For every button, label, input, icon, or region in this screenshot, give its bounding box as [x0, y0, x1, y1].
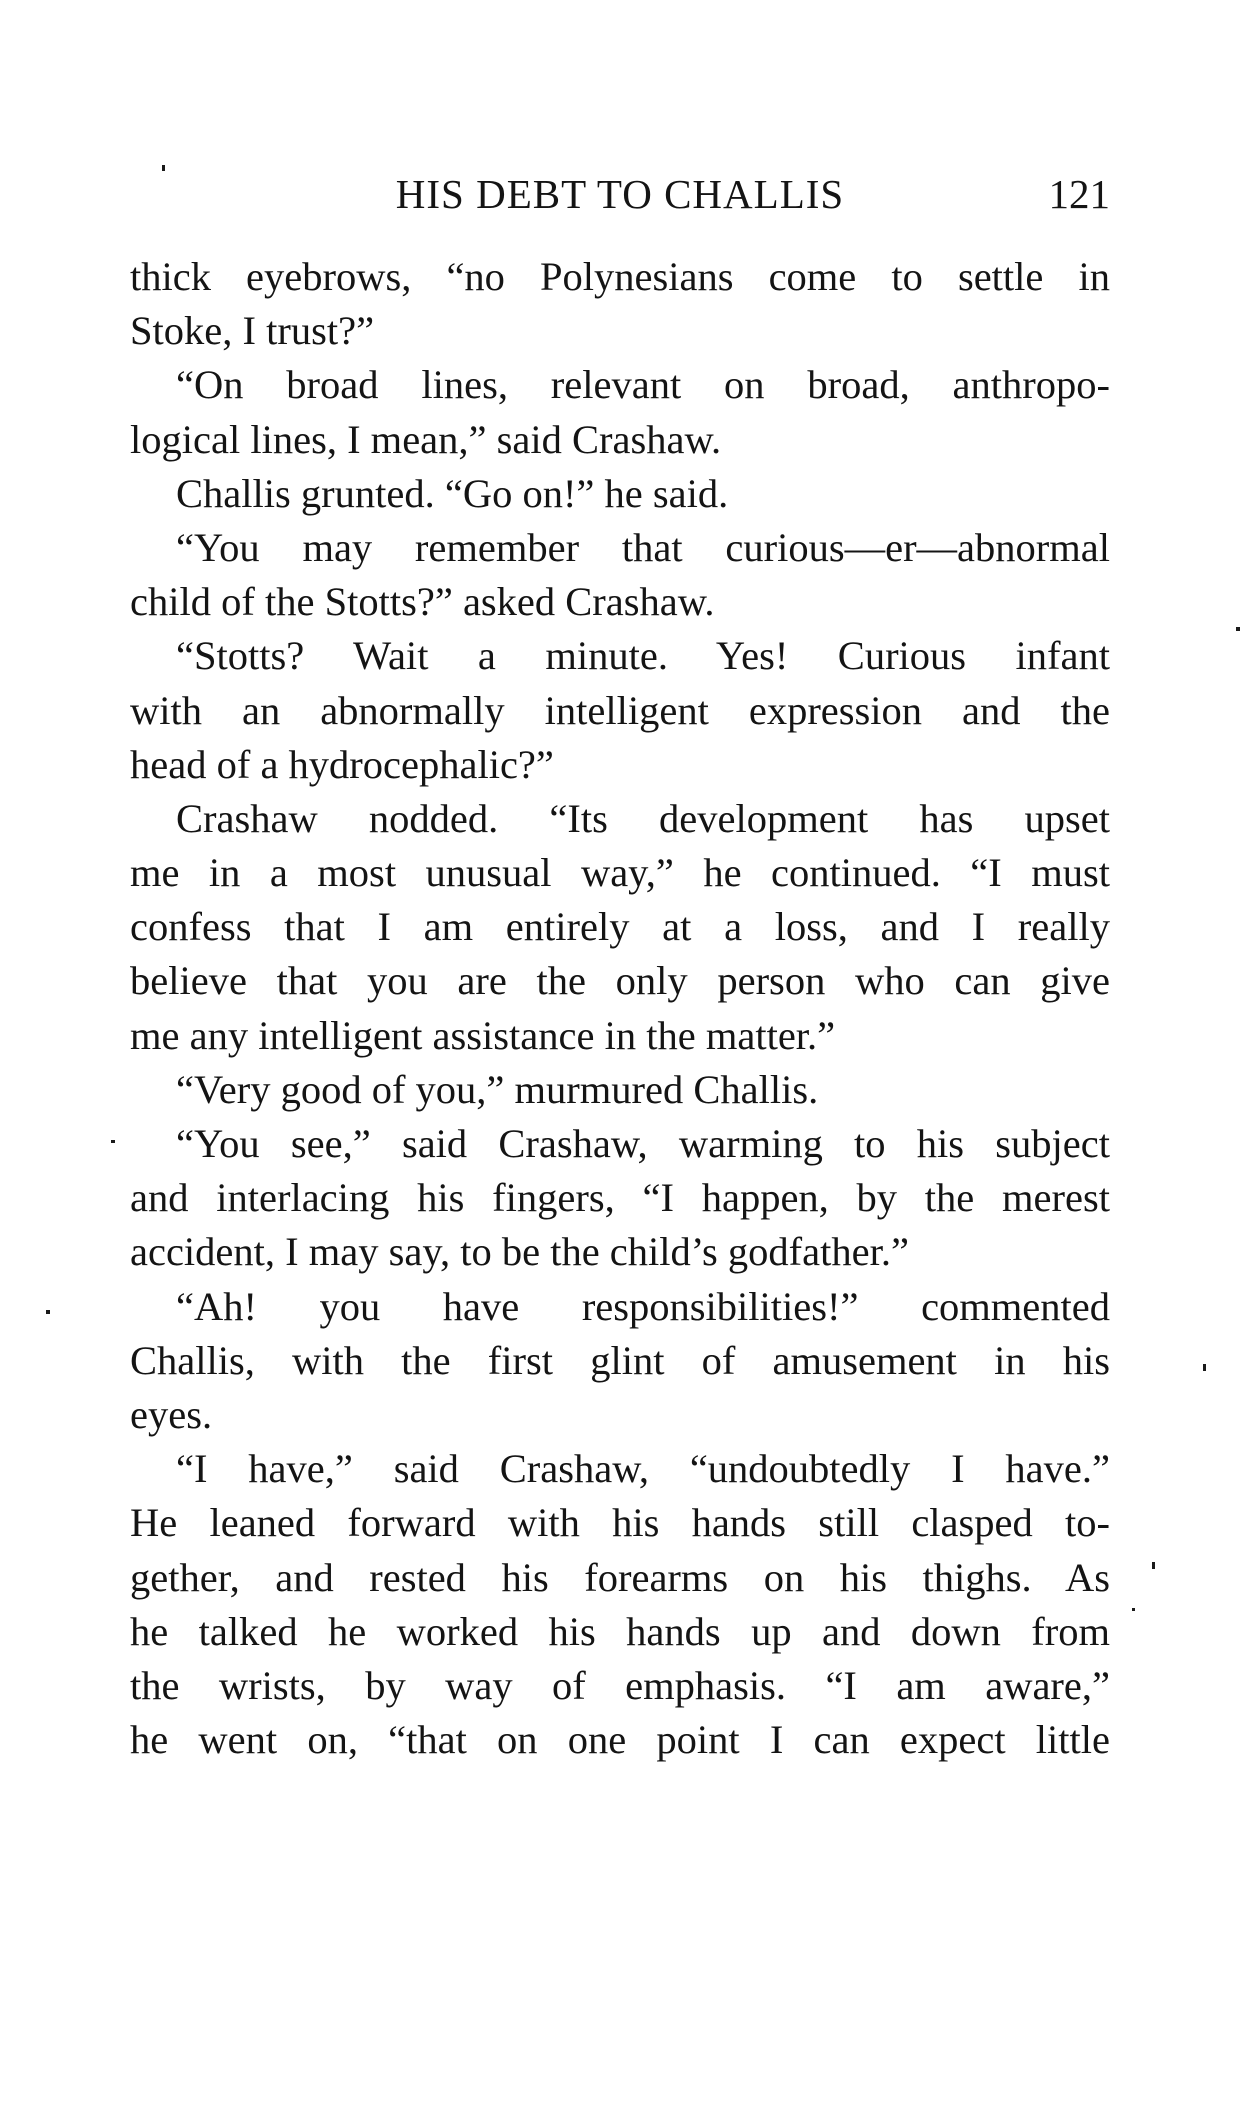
- body-text: [130, 250, 1110, 1767]
- text-line: Challis, with the first glint of amusement in his: [130, 1337, 1110, 1383]
- text-line: thick eyebrows, “no Polynesians come to settle in: [130, 254, 1110, 299]
- scan-speck: [1152, 1562, 1155, 1569]
- text-line: head of a hydrocephalic?”: [130, 741, 554, 787]
- text-line: “Stotts? Wait a minute. Yes! Curious infant: [176, 633, 1110, 679]
- text-line: He leaned forward with his hands still clasped to-: [130, 1500, 1110, 1546]
- text-line: “Ah! you have responsibilities!” commented: [176, 1283, 1110, 1329]
- scan-speck: [111, 1140, 115, 1143]
- text-line: “You see,” said Crashaw, warming to his subject: [176, 1121, 1110, 1166]
- scan-speck: [162, 165, 165, 171]
- text-line: confess that I am entirely at a loss, and I really: [130, 904, 1110, 950]
- scan-speck: [1236, 627, 1240, 631]
- text-line: “You may remember that curious—er—abnormal: [176, 524, 1110, 570]
- text-line: with an abnormally intelligent expression and the: [130, 687, 1110, 733]
- text-line: logical lines, I mean,” said Crashaw.: [130, 416, 722, 462]
- text-line: believe that you are the only person who can give: [130, 958, 1110, 1004]
- scan-speck: [1132, 1608, 1135, 1611]
- scan-speck: [46, 1310, 50, 1314]
- scan-speck: [1203, 1364, 1206, 1371]
- running-head: HIS DEBT TO CHALLIS: [395, 171, 845, 217]
- text-line: he talked he worked his hands up and down from: [130, 1608, 1110, 1654]
- page-number: 121: [1048, 171, 1110, 217]
- text-line: “I have,” said Crashaw, “undoubtedly I have.”: [176, 1446, 1110, 1492]
- text-line: “Very good of you,” murmured Challis.: [176, 1066, 819, 1112]
- text-line: he went on, “that on one point I can expect little: [130, 1717, 1110, 1763]
- text-line: Crashaw nodded. “Its development has upset: [176, 795, 1110, 841]
- text-line: eyes.: [130, 1391, 213, 1437]
- text-line: the wrists, by way of emphasis. “I am aware,”: [130, 1662, 1110, 1708]
- text-line: and interlacing his fingers, “I happen, by the merest: [130, 1175, 1110, 1221]
- text-line: “On broad lines, relevant on broad, anthropo-: [176, 362, 1110, 408]
- text-line: me any intelligent assistance in the matter.”: [130, 1012, 836, 1058]
- page-header: [130, 170, 1110, 230]
- text-line: me in a most unusual way,” he continued. “I must: [130, 850, 1110, 896]
- text-line: gether, and rested his forearms on his thighs. As: [130, 1554, 1110, 1600]
- text-line: Stoke, I trust?”: [130, 308, 375, 354]
- text-line: Challis grunted. “Go on!” he said.: [176, 470, 729, 516]
- text-line: accident, I may say, to be the child’s godfather.”: [130, 1229, 909, 1275]
- text-line: child of the Stotts?” asked Crashaw.: [130, 579, 715, 625]
